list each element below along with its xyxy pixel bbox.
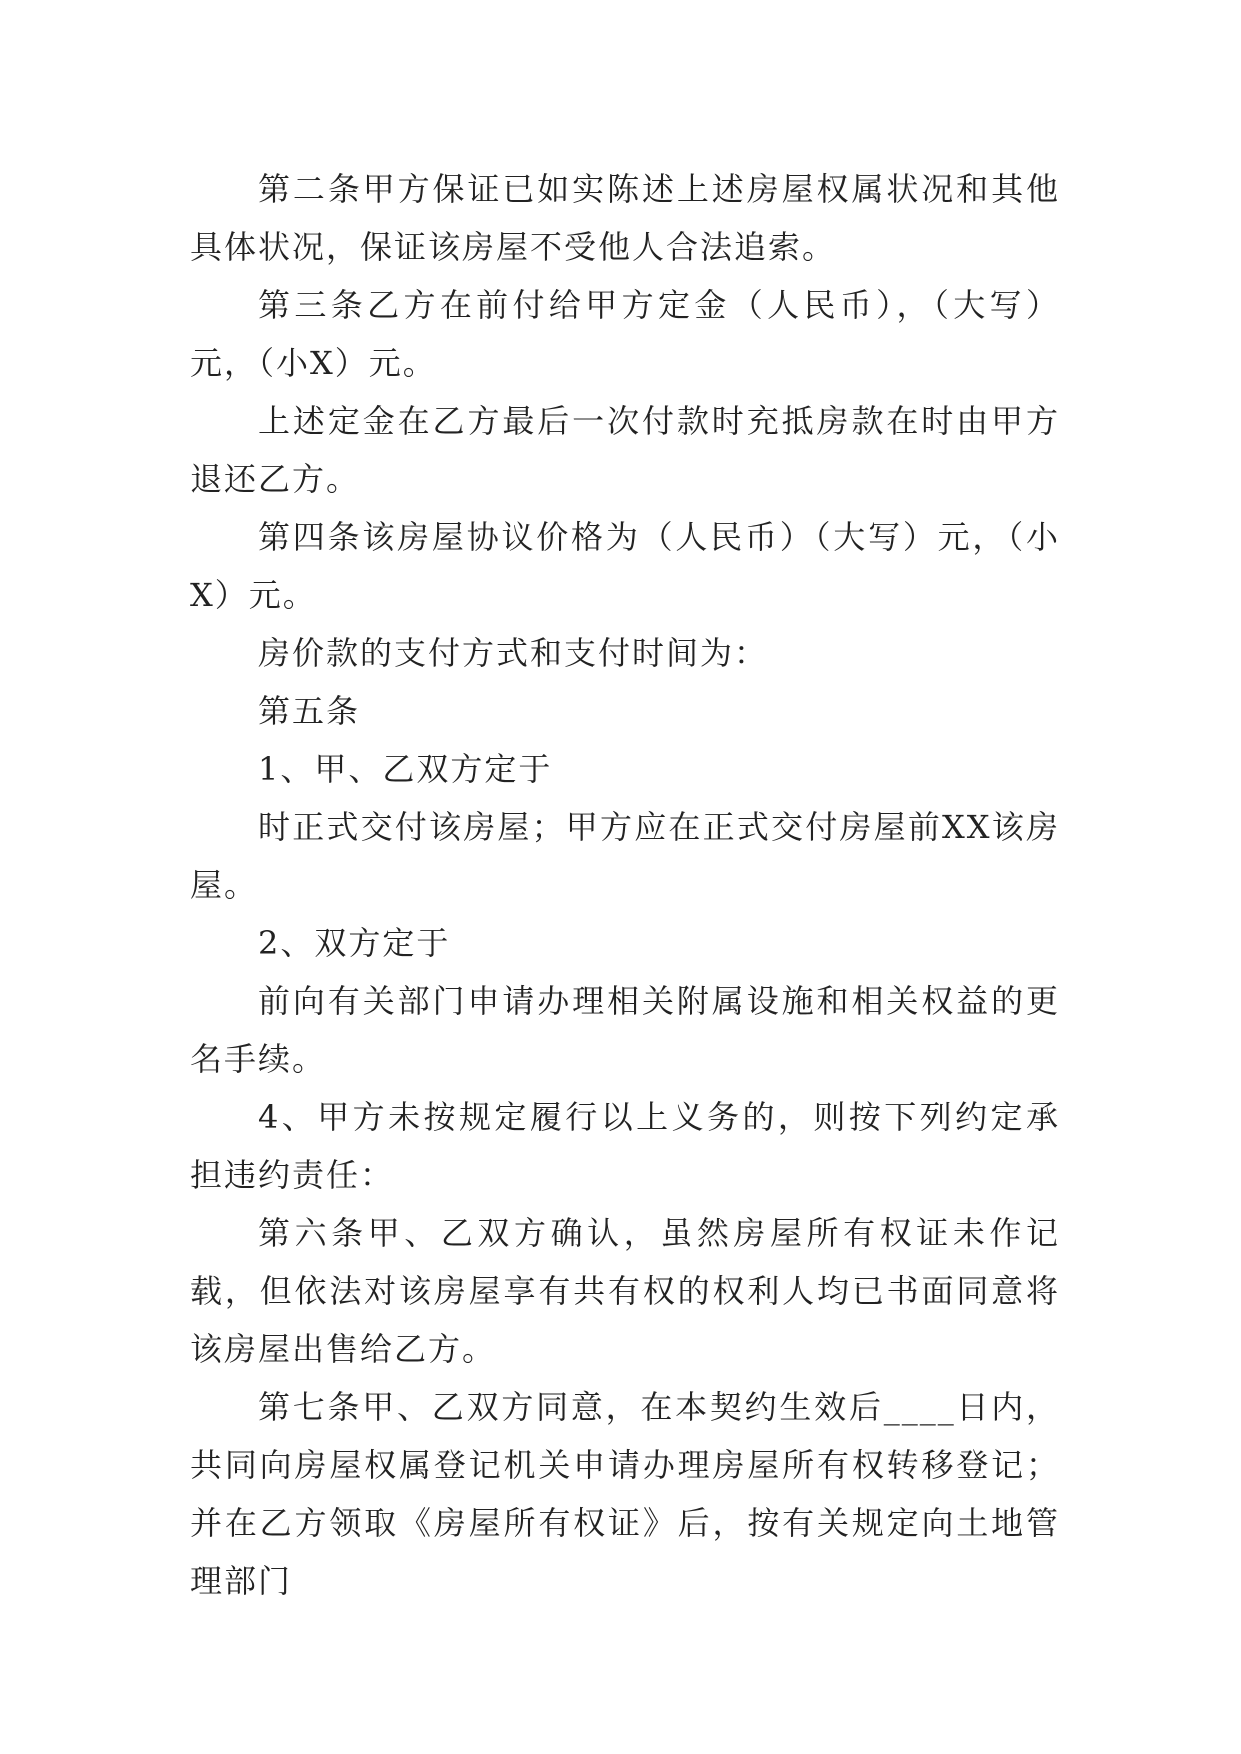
paragraph-item-1: 1、甲、乙双方定于: [258, 750, 553, 788]
paragraph-article-2: 第二条甲方保证已如实陈述上述房屋权属状况和其他具体状况，保证该房屋不受他人合法追索。: [190, 170, 1060, 266]
paragraph-article-5: 第五条: [258, 692, 361, 730]
paragraph-delivery: 时正式交付该房屋；甲方应在正式交付房屋前XX该房屋。: [190, 808, 1060, 904]
paragraph-article-3: 第三条乙方在前付给甲方定金（人民币），（大写）元，（小X）元。: [190, 286, 1060, 382]
paragraph-deposit-refund: 上述定金在乙方最后一次付款时充抵房款在时由甲方退还乙方。: [190, 402, 1060, 498]
paragraph-item-2: 2、双方定于: [258, 924, 451, 962]
paragraph-rename-procedures: 前向有关部门申请办理相关附属设施和相关权益的更名手续。: [190, 982, 1060, 1078]
paragraph-article-6: 第六条甲、乙双方确认，虽然房屋所有权证未作记载，但依法对该房屋享有共有权的权利人均已书面同意将该房屋出售给乙方。: [190, 1214, 1060, 1368]
paragraph-article-4: 第四条该房屋协议价格为（人民币）（大写）元，（小X）元。: [190, 518, 1060, 614]
paragraph-item-4: 4、甲方未按规定履行以上义务的，则按下列约定承担违约责任：: [190, 1098, 1060, 1194]
paragraph-article-7: 第七条甲、乙双方同意，在本契约生效后____日内，共同向房屋权属登记机关申请办理房屋所有权转移登记；并在乙方领取《房屋所有权证》后，按有关规定向土地管理部门: [190, 1388, 1060, 1600]
contract-body: [190, 160, 1060, 1610]
paragraph-payment-method: 房价款的支付方式和支付时间为：: [258, 634, 769, 672]
